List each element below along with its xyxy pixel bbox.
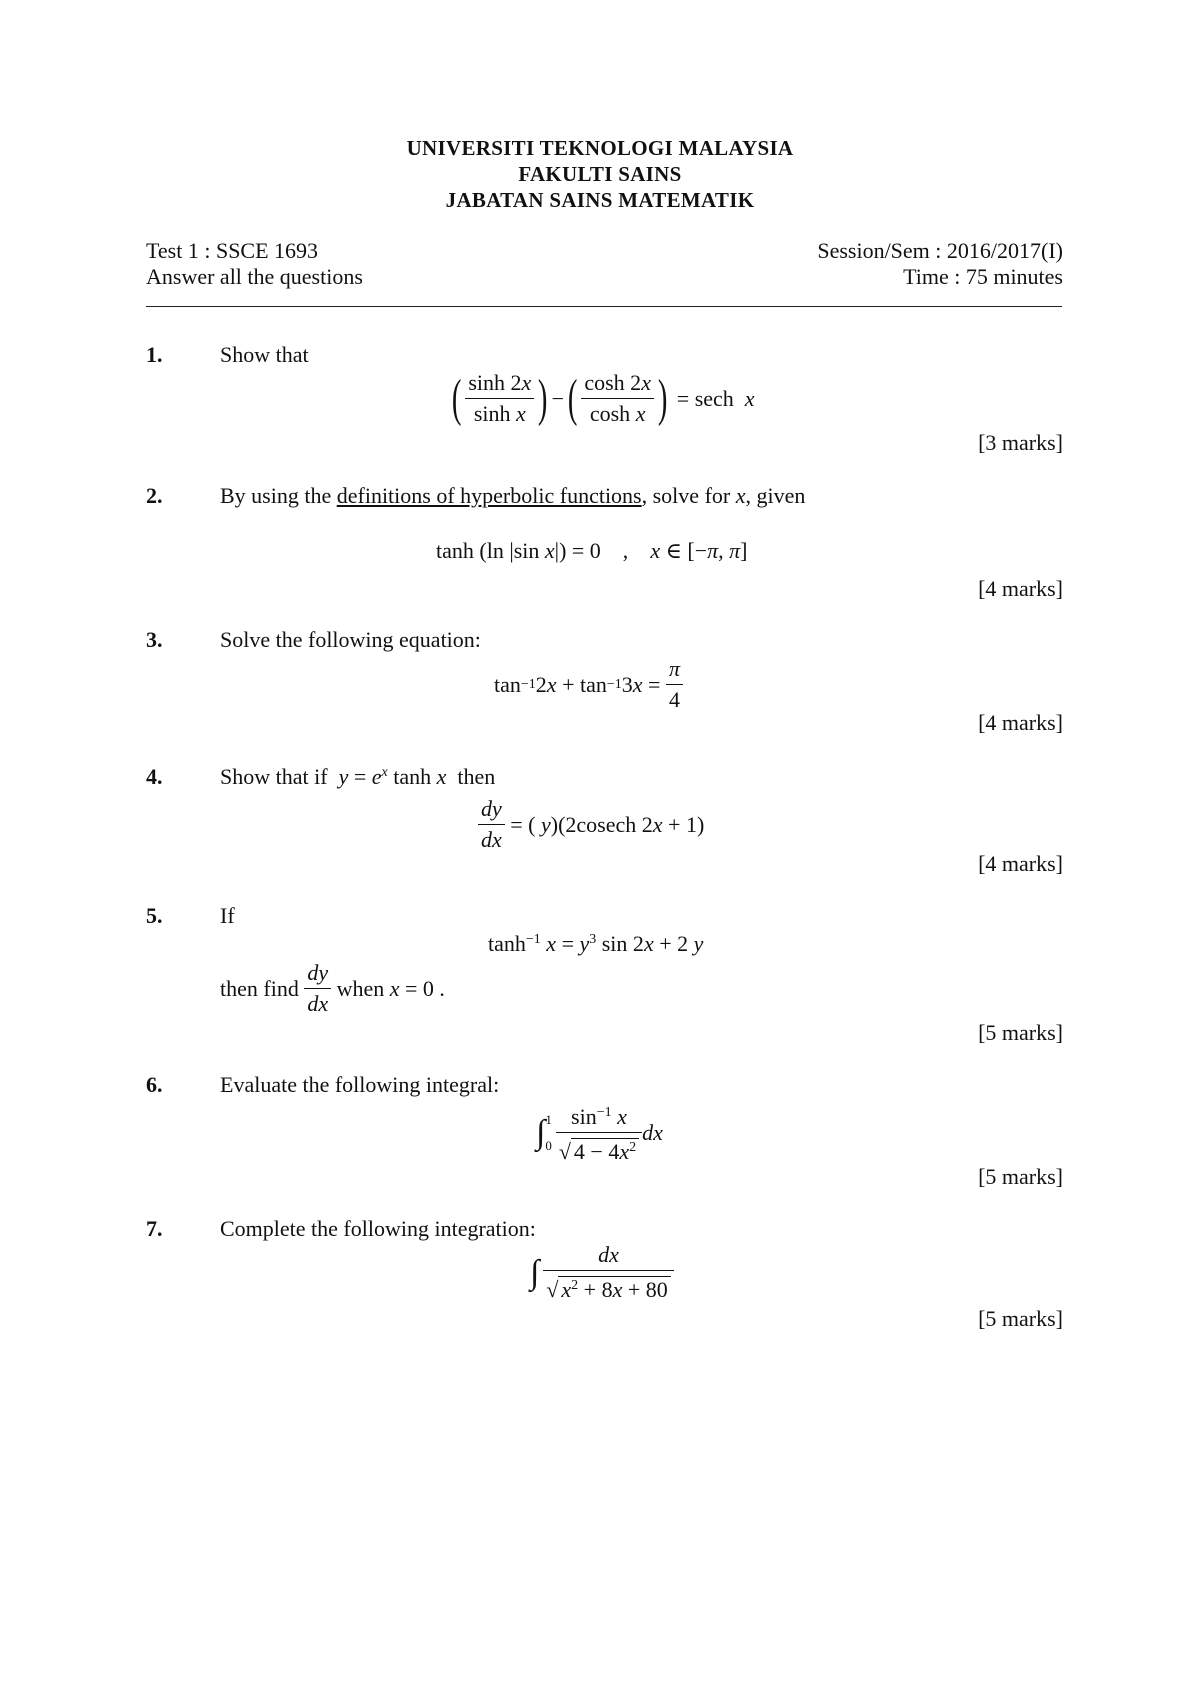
question-7-text: Complete the following integration: — [220, 1216, 536, 1241]
question-5-number: 5. — [146, 903, 163, 928]
question-7-number: 7. — [146, 1216, 163, 1241]
question-3-marks: [4 marks] — [978, 710, 1063, 735]
question-6-number: 6. — [146, 1072, 163, 1097]
question-4-equation: $\frac{dy}{dx}$ = ( y)(2cosech 2x + 1) — [478, 794, 704, 855]
instruction: Answer all the questions — [146, 264, 363, 289]
question-2-text: By using the definitions of hyperbolic functions, solve for x, given — [220, 483, 806, 508]
question-2-number: 2. — [146, 483, 163, 508]
university-title: UNIVERSITI TEKNOLOGI MALAYSIA — [406, 136, 794, 160]
question-5-text: If — [220, 903, 235, 928]
question-1-text: Show that — [220, 342, 309, 367]
question-6-text: Evaluate the following integral: — [220, 1072, 500, 1097]
question-5-marks: [5 marks] — [978, 1020, 1063, 1045]
question-1-number: 1. — [146, 342, 163, 367]
question-3-number: 3. — [146, 627, 163, 652]
question-2-marks: [4 marks] — [978, 576, 1063, 601]
question-3-equation: tan −1 2 x + tan −1 3 x = $\frac{\pi}{4}$ — [494, 654, 683, 715]
question-4-marks: [4 marks] — [978, 851, 1063, 876]
question-7-marks: [5 marks] — [978, 1306, 1063, 1331]
question-6-marks: [5 marks] — [978, 1164, 1063, 1189]
question-3-text: Solve the following equation: — [220, 627, 481, 652]
question-4-number: 4. — [146, 764, 163, 789]
department-title: JABATAN SAINS MATEMATIK — [445, 188, 755, 212]
time-info: Time : 75 minutes — [903, 264, 1063, 289]
test-code: Test 1 : SSCE 1693 — [146, 238, 319, 263]
session-info: Session/Sem : 2016/2017(I) — [817, 238, 1063, 263]
question-4-text: Show that if $y = e^x$ tanh x then — [220, 764, 496, 789]
question-5-equation: $\tanh^{-1} x = y^3$ sin 2x + 2 y — [488, 931, 704, 956]
faculty-title: FAKULTI SAINS — [518, 162, 682, 186]
question-1-marks: [3 marks] — [978, 430, 1063, 455]
question-5-find: then find $\frac{dy}{dx}$ when x = 0 . — [220, 960, 445, 1016]
question-1-equation: ( $\frac{\sinh 2x}{\text{sinh x}}$ ) − ( $\frac{\cosh 2x}{\text{cosh x}}$ ) = sech x — [451, 369, 755, 427]
question-6-equation: ∫ 1 0 $\frac{\sin^{-1} x}{√ 4 - 4x^2}$ dx — [536, 1098, 663, 1167]
divider — [146, 306, 1062, 307]
question-7-equation: ∫ $\frac{dx}{√ x^2 + 8x + 80}$ — [530, 1240, 674, 1305]
question-2-equation: tanh (ln |sin x|) = 0 , x ∈ [−π, π] — [436, 538, 748, 563]
